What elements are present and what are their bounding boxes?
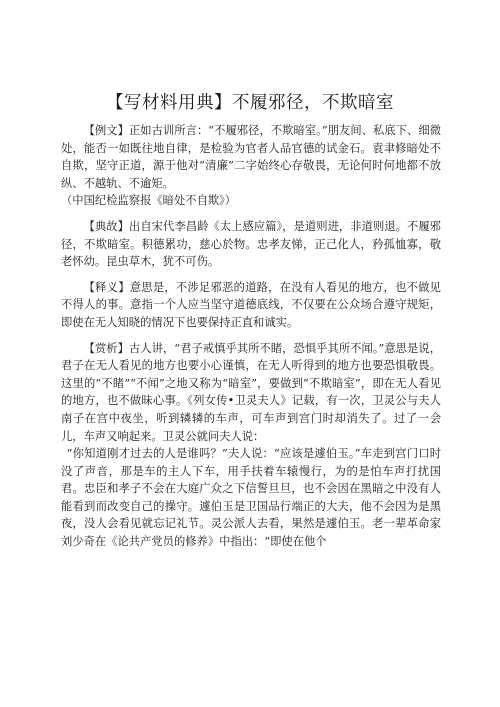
page-title: 【写材料用典】不履邪径，不欺暗室 — [106, 93, 394, 113]
meaning-paragraph — [61, 279, 441, 332]
origin-text: 出自宋代李昌龄《太上感应篇》，是道则进，非道则退。不履邪径，不欺暗室。积德累功，慈心於物。忠孝友悌，正己化人，矜孤恤寡，敬老怀幼。昆虫草木，犹不可伤。 — [61, 219, 441, 269]
origin-paragraph — [61, 218, 441, 271]
origin-tag: 【典故】 — [83, 219, 129, 233]
document-body — [61, 122, 441, 551]
appreciation-tag: 【赏析】 — [83, 341, 129, 355]
meaning-tag: 【释义】 — [83, 280, 130, 294]
appreciation-text: 古人讲，“君子戒慎乎其所不睹，恐惧乎其所不闻。”意思是说，君子在无人看见的地方也要小心谨慎，在无人听得到的地方也要恐惧敬畏。这里的“不睹”“不闻”之地又称为“暗室”，要做到“不欺暗室”，即在无人看见的地方，也不做昧心事。《列女传•卫灵夫人》记载，有一次，卫灵公与夫人南子在宫中夜坐，听到辚辚的车声，可车声到宫门时却消失了。过了一会儿，车声又响起来。卫灵公就问夫人说： — [61, 341, 441, 443]
appreciation-paragraph — [61, 340, 441, 446]
example-paragraph — [61, 122, 441, 192]
example-source: （中国纪检监察报《暗处不自欺》） — [61, 194, 237, 208]
example-tag: 【例文】 — [83, 124, 129, 137]
meaning-text: 意思是，不涉足邪恶的道路，在没有人看见的地方，也不做见不得人的事。意指一个人应当坚守道德底线，不仅要在公众场合遵守规矩，即使在无人知晓的情况下也要保持正直和诚实。 — [61, 280, 441, 329]
example-text: 正如古训所言：“不履邪径，不欺暗室。”朋友间、私底下、细微处，能否一如既往地自律，是检验为官者人品官德的试金石。袁聿修暗处不自欺，坚守正道，源于他对“清廉”二字始终心存敬畏，无论何时何地都不放纵、不越轨、不逾矩。 — [61, 124, 441, 190]
appreciation-dialogue: “你知道刚才过去的人是谁吗？”夫人说：“应该是遽伯玉。”车走到宫门口时没了声音，那是车的主人下车，用手扶着车辕慢行，为的是怕车声打扰国君。忠臣和孝子不会在大庭广众之下信誓旦旦，也不会因在黑暗之中没有人能看到而改变自己的操守。遽伯玉是卫国品行端正的大夫，他不会因为是黑夜，没人会看见就忘记礼节。灵公派人去看，果然是遽伯玉。老一辈革命家刘少奇在《论共产党员的修养》中指出：“即使在他个 — [61, 447, 441, 549]
